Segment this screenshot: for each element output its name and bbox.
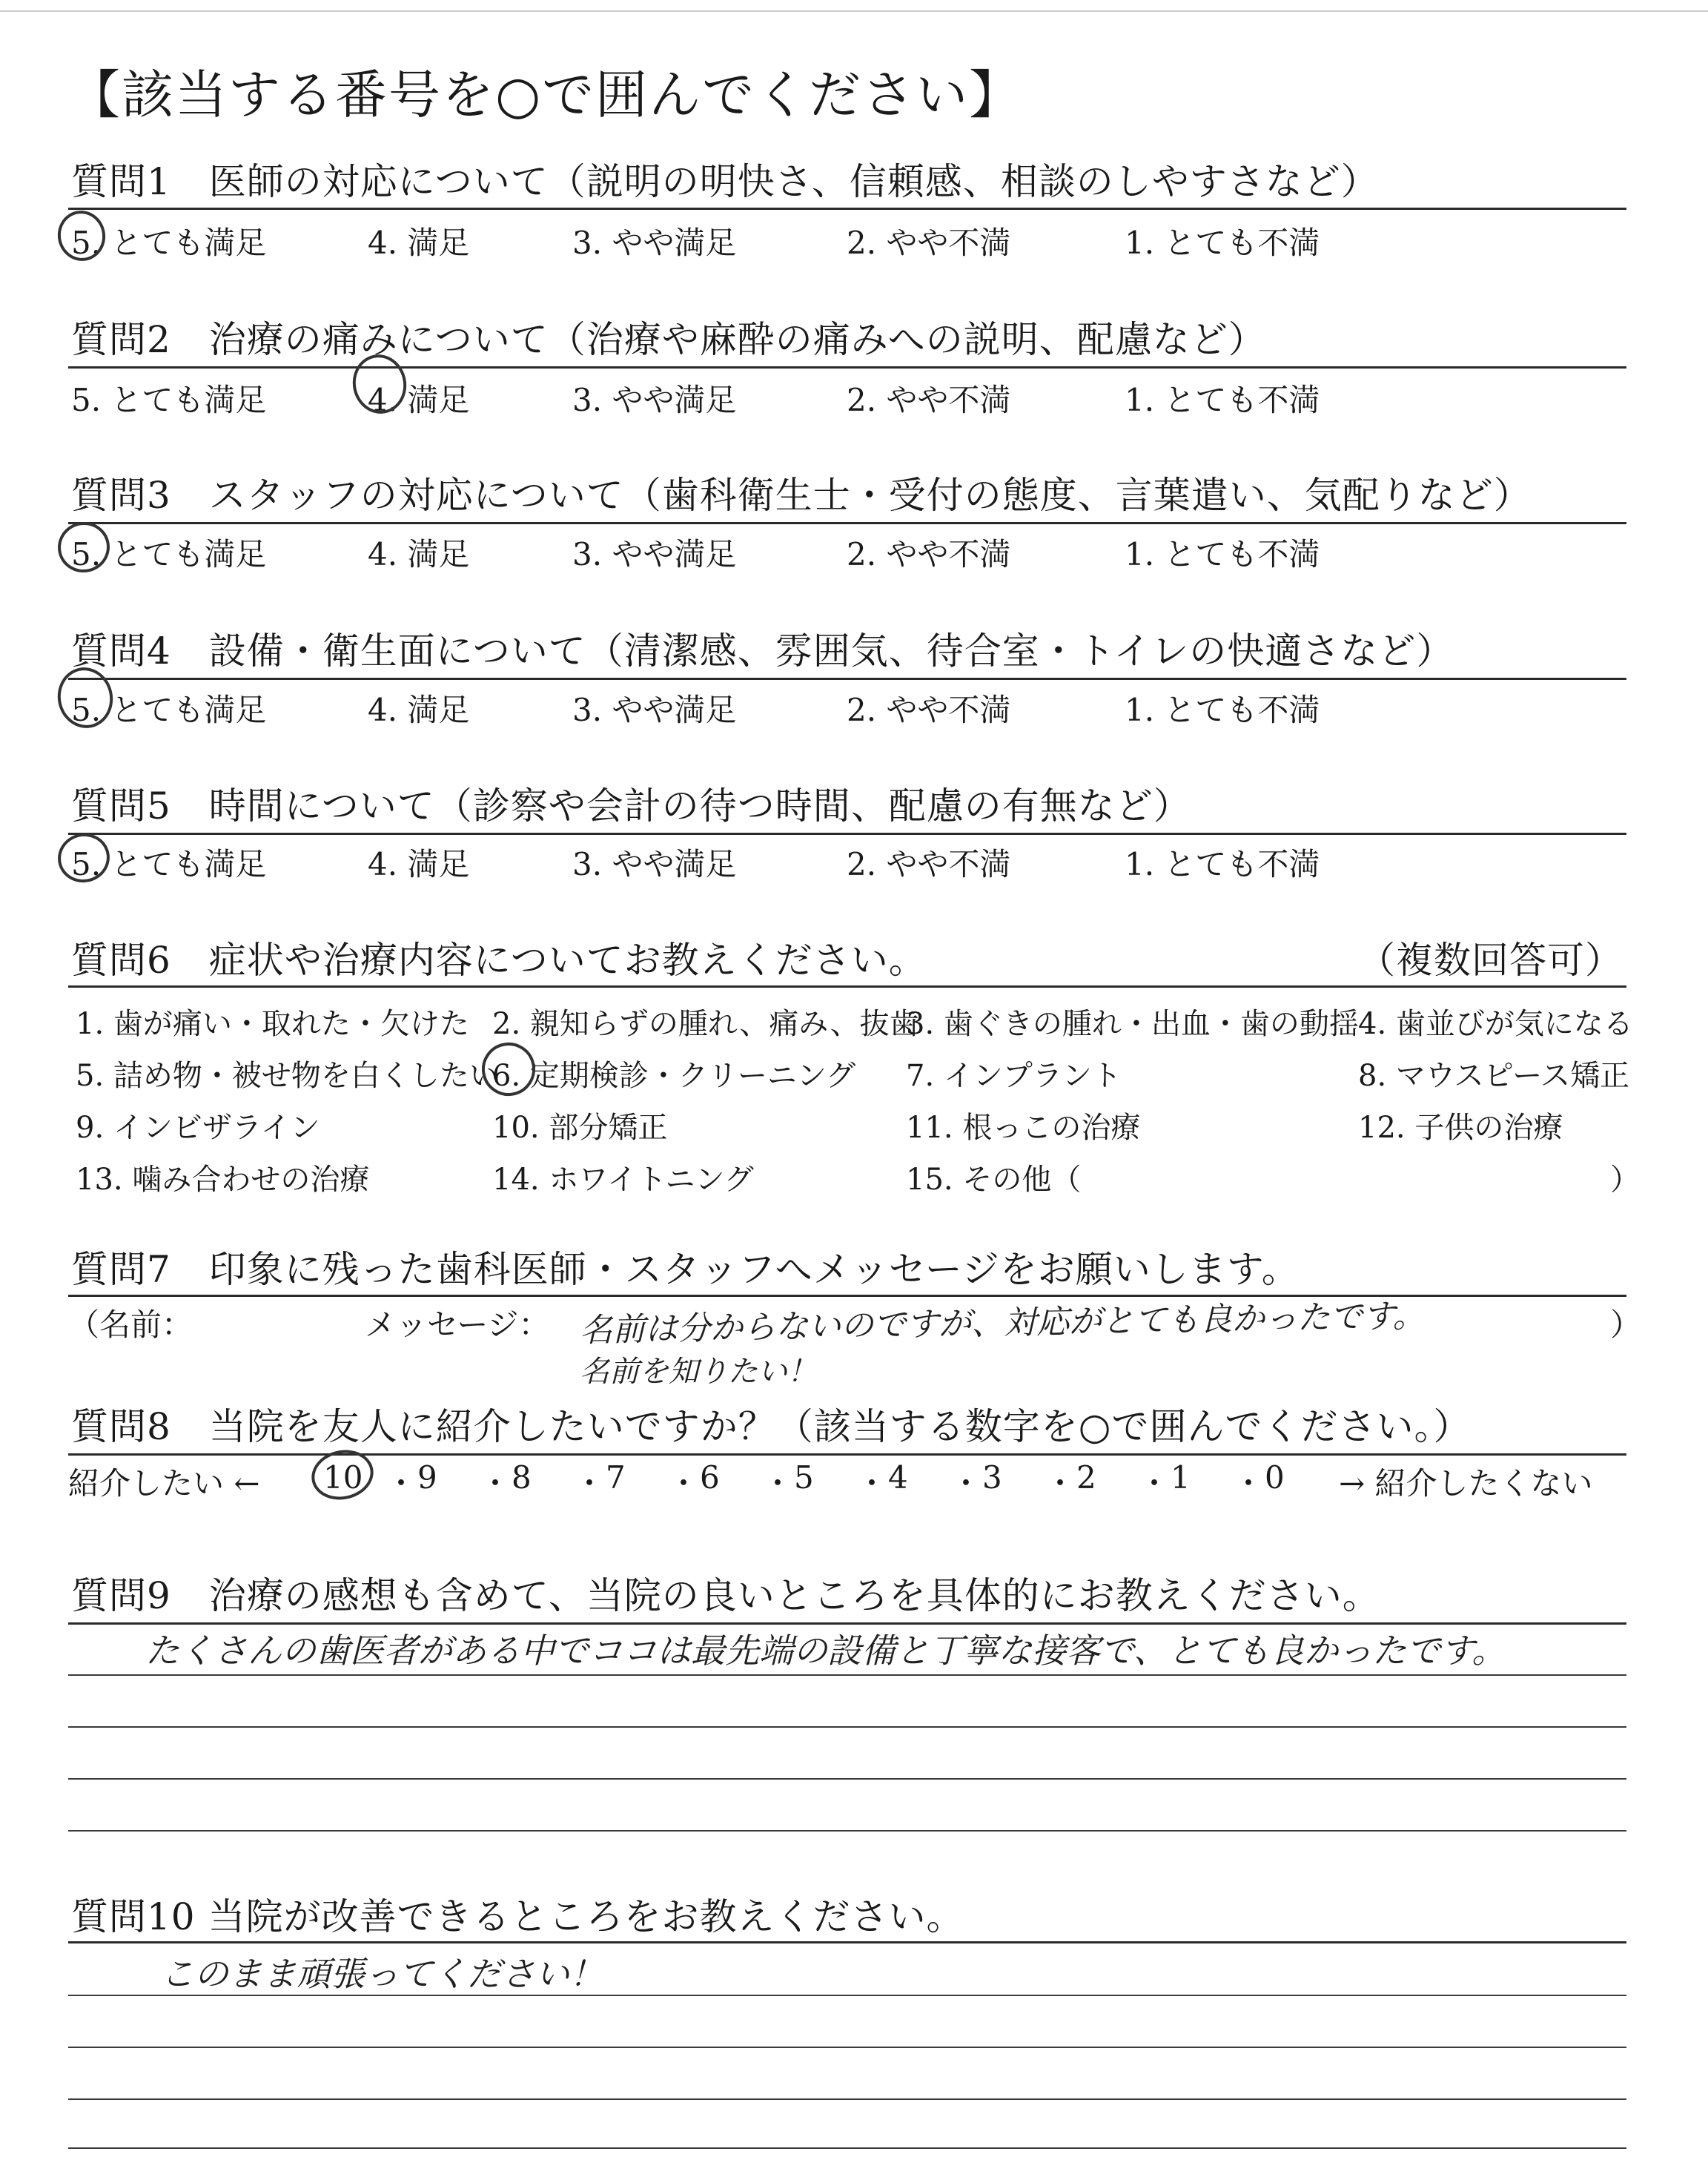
- q8-scale-number[interactable]: 10: [323, 1459, 363, 1496]
- question-6-rule: [68, 985, 1626, 988]
- q6-option-4[interactable]: 4. 歯並びが気になる: [1358, 1007, 1633, 1041]
- q8-scale-separator-dot: ・: [385, 1465, 417, 1502]
- q8-scale-separator-dot: ・: [762, 1465, 794, 1502]
- q8-scale-separator-dot: ・: [480, 1465, 512, 1502]
- q1-option-5[interactable]: 5. とても満足: [71, 225, 267, 261]
- question-4-title: 質問4 設備・衛生面について（清潔感、雰囲気、待合室・トイレの快適さなど）: [71, 630, 1454, 673]
- question-4-rule: [68, 678, 1626, 680]
- q8-scale-number[interactable]: 5: [794, 1459, 814, 1496]
- q3-option-5[interactable]: 5. とても満足: [71, 536, 267, 572]
- question-10-rule: [68, 1941, 1626, 1943]
- q7-close-paren: ）: [1610, 1307, 1642, 1343]
- q2-option-3[interactable]: 3. やや満足: [572, 382, 737, 418]
- q8-scale-separator-dot: ・: [668, 1465, 700, 1502]
- q5-option-2[interactable]: 2. やや不満: [847, 846, 1011, 882]
- q8-scale-separator-dot: ・: [1233, 1465, 1265, 1502]
- q7-message-label: メッセージ：: [365, 1307, 550, 1343]
- q8-right-label: → 紹介したくない: [1339, 1465, 1593, 1502]
- q7-handwritten-message-line2[interactable]: 名前を知りたい！: [580, 1355, 817, 1389]
- q10-line-1: [68, 1995, 1626, 1996]
- question-7-title: 質問7 印象に残った歯科医師・スタッフへメッセージをお願いします。: [71, 1248, 1300, 1291]
- q9-line-4: [68, 1830, 1626, 1832]
- q9-line-1: [68, 1674, 1626, 1676]
- q6-option-15[interactable]: 15. その他（: [906, 1163, 1082, 1197]
- q6-option-10[interactable]: 10. 部分矯正: [492, 1111, 668, 1145]
- q9-handwritten-answer[interactable]: たくさんの歯医者がある中でココは最先端の設備と丁寧な接客で、とても良かったです。: [145, 1631, 1506, 1671]
- q6-option-9[interactable]: 9. インビザライン: [76, 1111, 320, 1145]
- q2-option-4[interactable]: 4. 満足: [368, 382, 470, 418]
- q8-scale-separator-dot: ・: [1045, 1465, 1076, 1502]
- q1-option-1[interactable]: 1. とても不満: [1125, 225, 1320, 261]
- question-1-title: 質問1 医師の対応について（説明の明快さ、信頼感、相談のしやすさなど）: [71, 160, 1379, 203]
- q8-scale-separator-dot: ・: [1139, 1465, 1171, 1502]
- q5-option-5[interactable]: 5. とても満足: [71, 846, 267, 882]
- q8-scale-separator-dot: ・: [574, 1465, 606, 1502]
- q8-left-label: 紹介したい ←: [68, 1465, 260, 1502]
- q10-line-3: [68, 2098, 1626, 2100]
- question-6-title: 質問6 症状や治療内容についてお教えください。: [71, 939, 927, 982]
- q9-line-2: [68, 1726, 1626, 1728]
- q6-option-12[interactable]: 12. 子供の治療: [1358, 1111, 1563, 1145]
- q1-option-3[interactable]: 3. やや満足: [572, 225, 737, 261]
- q10-line-2: [68, 2047, 1626, 2048]
- q8-scale-number[interactable]: 7: [606, 1459, 626, 1496]
- q3-option-4[interactable]: 4. 満足: [368, 536, 470, 572]
- q6-option-5[interactable]: 5. 詰め物・被せ物を白くしたい: [76, 1059, 499, 1093]
- q8-scale-number[interactable]: 4: [888, 1459, 908, 1496]
- question-3-rule: [68, 522, 1626, 524]
- q2-option-5[interactable]: 5. とても満足: [71, 382, 267, 418]
- q8-scale-number[interactable]: 6: [700, 1459, 720, 1496]
- q8-scale-number[interactable]: 2: [1076, 1459, 1096, 1496]
- q5-option-1[interactable]: 1. とても不満: [1125, 846, 1320, 882]
- q6-other-close-paren: ）: [1610, 1163, 1640, 1197]
- q8-scale-number[interactable]: 3: [982, 1459, 1002, 1496]
- q5-option-4[interactable]: 4. 満足: [368, 846, 470, 882]
- q6-option-14[interactable]: 14. ホワイトニング: [492, 1163, 754, 1197]
- question-6-note: （複数回答可）: [1358, 939, 1623, 982]
- q8-scale-number[interactable]: 0: [1265, 1459, 1285, 1496]
- q4-option-4[interactable]: 4. 満足: [368, 692, 470, 728]
- question-2-rule: [68, 366, 1626, 369]
- q9-line-3: [68, 1778, 1626, 1780]
- q7-name-label: （名前：: [68, 1307, 193, 1343]
- question-2-title: 質問2 治療の痛みについて（治療や麻酔の痛みへの説明、配慮など）: [71, 318, 1266, 361]
- q6-option-11[interactable]: 11. 根っこの治療: [906, 1111, 1141, 1145]
- form-instruction-header: 【該当する番号を○で囲んでください】: [68, 65, 1023, 125]
- question-8-rule: [68, 1453, 1626, 1456]
- q6-option-6[interactable]: 6. 定期検診・クリーニング: [492, 1059, 856, 1093]
- q6-option-1[interactable]: 1. 歯が痛い・取れた・欠けた: [76, 1007, 469, 1041]
- q4-option-3[interactable]: 3. やや満足: [572, 692, 737, 728]
- q7-handwritten-message-line1[interactable]: 名前は分からないのですが、対応がとても良かったです。: [579, 1297, 1426, 1350]
- q4-option-1[interactable]: 1. とても不満: [1125, 692, 1320, 728]
- question-10-title: 質問10 当院が改善できるところをお教えください。: [71, 1895, 964, 1938]
- q5-option-3[interactable]: 3. やや満足: [572, 846, 737, 882]
- q6-option-3[interactable]: 3. 歯ぐきの腫れ・出血・歯の動揺: [906, 1007, 1359, 1041]
- q8-scale-separator-dot: ・: [950, 1465, 982, 1502]
- q6-option-8[interactable]: 8. マウスピース矯正: [1358, 1059, 1630, 1093]
- q1-option-4[interactable]: 4. 満足: [368, 225, 470, 261]
- q3-option-1[interactable]: 1. とても不満: [1125, 536, 1320, 572]
- q8-scale-separator-dot: ・: [856, 1465, 888, 1502]
- q2-option-1[interactable]: 1. とても不満: [1125, 382, 1320, 418]
- q6-option-13[interactable]: 13. 噛み合わせの治療: [76, 1163, 370, 1197]
- question-5-rule: [68, 833, 1626, 835]
- q3-option-2[interactable]: 2. やや不満: [847, 536, 1011, 572]
- question-9-title: 質問9 治療の感想も含めて、当院の良いところを具体的にお教えください。: [71, 1574, 1380, 1617]
- q4-option-2[interactable]: 2. やや不満: [847, 692, 1011, 728]
- q6-option-7[interactable]: 7. インプラント: [906, 1059, 1122, 1093]
- q4-option-5[interactable]: 5. とても満足: [71, 692, 267, 728]
- question-3-title: 質問3 スタッフの対応について（歯科衛生士・受付の態度、言葉遣い、気配りなど）: [71, 474, 1532, 517]
- q2-option-2[interactable]: 2. やや不満: [847, 382, 1011, 418]
- question-5-title: 質問5 時間について（診察や会計の待つ時間、配慮の有無など）: [71, 785, 1191, 828]
- q8-scale-number[interactable]: 8: [512, 1459, 532, 1496]
- q1-option-2[interactable]: 2. やや不満: [847, 225, 1011, 261]
- q6-option-2[interactable]: 2. 親知らずの腫れ、痛み、抜歯: [492, 1007, 919, 1041]
- q10-line-4: [68, 2147, 1626, 2149]
- q8-scale-number[interactable]: 1: [1171, 1459, 1191, 1496]
- question-1-rule: [68, 208, 1626, 210]
- question-8-title: 質問8 当院を友人に紹介したいですか？（該当する数字を○で囲んでください。）: [71, 1405, 1472, 1448]
- q8-scale-number[interactable]: 9: [417, 1459, 437, 1496]
- scan-top-edge: [0, 10, 1708, 12]
- q10-handwritten-answer[interactable]: このまま頑張ってください！: [160, 1954, 603, 1994]
- q3-option-3[interactable]: 3. やや満足: [572, 536, 737, 572]
